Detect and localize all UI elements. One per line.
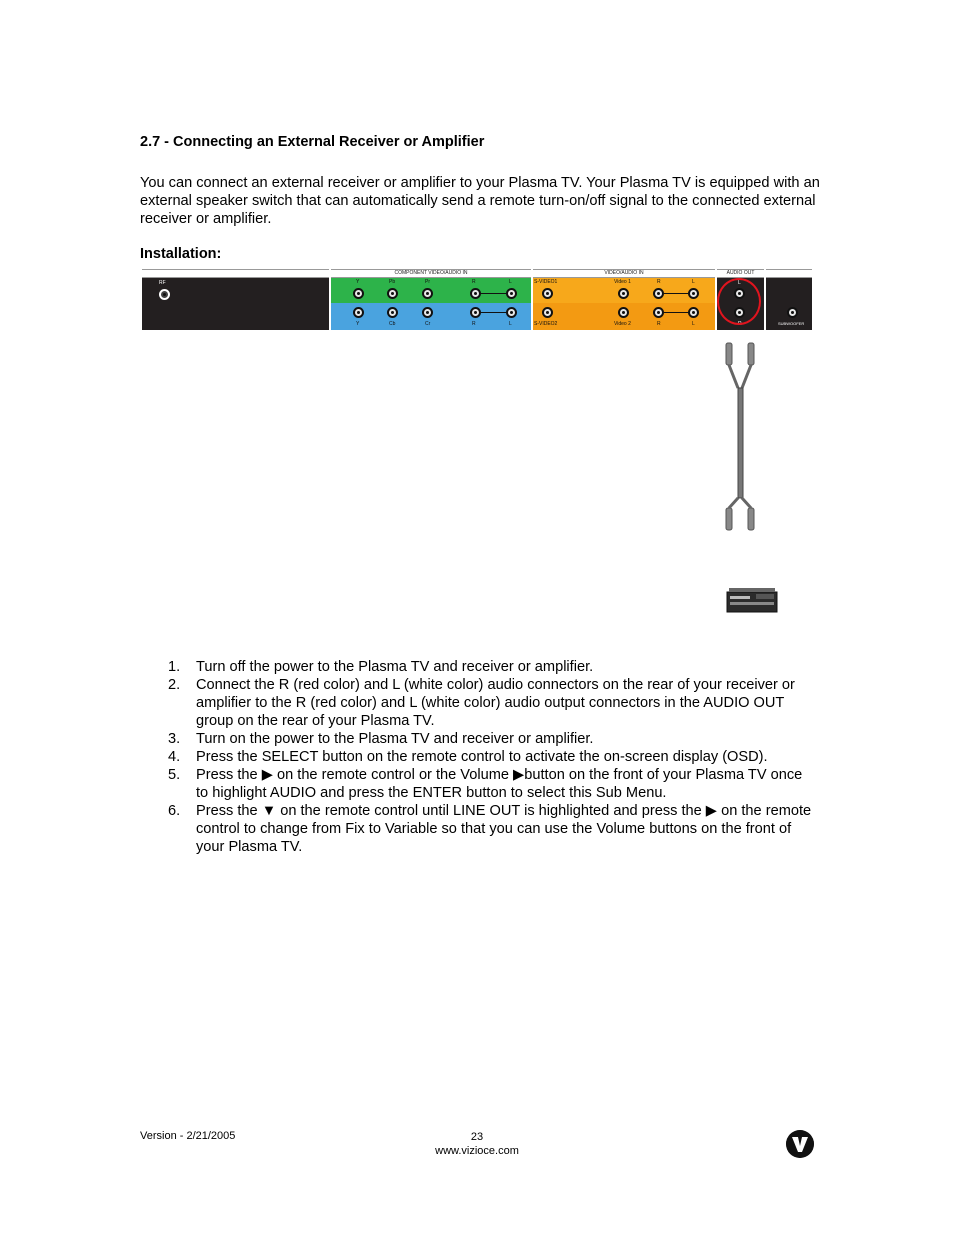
rf-section — [142, 278, 329, 330]
video-bottom-label: Video 2 — [614, 321, 631, 327]
step-text: Press the ▶ on the remote control or the Volume ▶button on the front of your Plasma TV once to highlight AUDIO and press the ENTER button to select this Sub Menu. — [196, 767, 803, 801]
list-item — [168, 748, 818, 766]
step-number: 6. — [168, 803, 181, 819]
link-line — [664, 312, 688, 313]
receiver-device-icon — [726, 586, 778, 614]
page-number: 23 — [470, 1131, 484, 1143]
rca-cable-icon — [715, 338, 767, 538]
list-item — [168, 802, 818, 856]
list-item — [168, 676, 818, 730]
jack-icon — [353, 288, 364, 299]
step-text: Press the ▼ on the remote control until LINE OUT is highlighted and press the ▶ on the remote control to change from Fix to Variable so that you can use the Volume buttons on the front of your Plasma TV. — [196, 803, 812, 855]
video-top-label: L — [692, 279, 695, 285]
audio-out-label-r: R — [738, 321, 742, 327]
jack-icon — [542, 288, 553, 299]
step-number: 1. — [168, 659, 181, 675]
link-line — [664, 293, 688, 294]
step-text: Press the SELECT button on the remote control to activate the on-screen display (OSD). — [196, 749, 768, 765]
step-number: 5. — [168, 767, 181, 783]
comp-bottom-label: L — [509, 321, 512, 327]
jack-icon — [688, 307, 699, 318]
jack-icon — [618, 307, 629, 318]
video-bottom-label: S-VIDEO2 — [534, 321, 558, 327]
step-number: 4. — [168, 749, 181, 765]
section-heading: 2.7 - Connecting an External Receiver or Amplifier — [140, 134, 485, 150]
link-line — [481, 312, 506, 313]
jack-icon — [387, 307, 398, 318]
installation-label: Installation: — [140, 246, 222, 262]
jack-icon — [422, 307, 433, 318]
website-link[interactable]: www.vizioce.com — [435, 1145, 519, 1157]
step-text: Turn off the power to the Plasma TV and receiver or amplifier. — [196, 659, 594, 675]
vizio-v-logo-icon — [786, 1130, 814, 1158]
jack-icon — [470, 307, 481, 318]
comp-bottom-label: Y — [356, 321, 360, 327]
jack-icon — [353, 307, 364, 318]
intro-paragraph: You can connect an external receiver or amplifier to your Plasma TV. Your Plasma TV is equipped with an external speaker switch that can automatically send a remote turn-on/off signal to the connected external receiver or amplifier. — [140, 175, 820, 227]
rear-panel-diagram — [142, 269, 812, 330]
comp-top-label: Pb — [389, 279, 396, 285]
step-text: Turn on the power to the Plasma TV and receiver or amplifier. — [196, 731, 594, 747]
comp-top-label: Y — [356, 279, 360, 285]
subwoofer-jack-icon — [787, 307, 798, 318]
comp-bottom-label: R — [472, 321, 476, 327]
video-top-label: R — [657, 279, 661, 285]
list-item — [168, 730, 818, 748]
jack-icon — [653, 307, 664, 318]
jack-icon — [653, 288, 664, 299]
highlight-circle — [717, 278, 761, 325]
jack-icon — [688, 288, 699, 299]
comp-top-label: Pr — [425, 279, 430, 285]
step-text: Connect the R (red color) and L (white color) audio connectors on the rear of your receiver or amplifier to the R (red color) and L (white color) audio output connectors in the AUDIO OUT group on the rear of your Plasma TV. — [196, 677, 795, 729]
jack-icon — [422, 288, 433, 299]
rf-label: RF — [159, 280, 166, 286]
comp-bottom-label: Cb — [389, 321, 396, 327]
rf-jack-icon — [159, 289, 170, 300]
steps-list — [168, 658, 818, 856]
video-bottom-label: R — [657, 321, 661, 327]
component-header: COMPONENT VIDEO/AUDIO IN — [331, 269, 531, 278]
list-item — [168, 766, 818, 802]
subwoofer-label: SUBWOOFER — [778, 321, 805, 326]
video-header: VIDEO/AUDIO IN — [533, 269, 715, 278]
comp-top-label: R — [472, 279, 476, 285]
jack-icon — [506, 307, 517, 318]
jack-icon — [387, 288, 398, 299]
footer-version: Version - 2/21/2005 — [140, 1130, 236, 1142]
step-number: 3. — [168, 731, 181, 747]
jack-icon — [542, 307, 553, 318]
audio-out-header: AUDIO OUT — [717, 269, 764, 278]
list-item — [168, 658, 818, 676]
rf-header — [142, 269, 329, 278]
video-top-label: Video 1 — [614, 279, 631, 285]
comp-top-label: L — [509, 279, 512, 285]
video-top-label: S-VIDEO1 — [534, 279, 558, 285]
jack-icon — [506, 288, 517, 299]
step-number: 2. — [168, 677, 181, 693]
comp-bottom-label: Cr — [425, 321, 431, 327]
jack-icon — [470, 288, 481, 299]
link-line — [481, 293, 506, 294]
audio-out-label-l: L — [738, 280, 741, 286]
jack-icon — [618, 288, 629, 299]
subwoofer-header — [766, 269, 812, 278]
video-bottom-label: L — [692, 321, 695, 327]
